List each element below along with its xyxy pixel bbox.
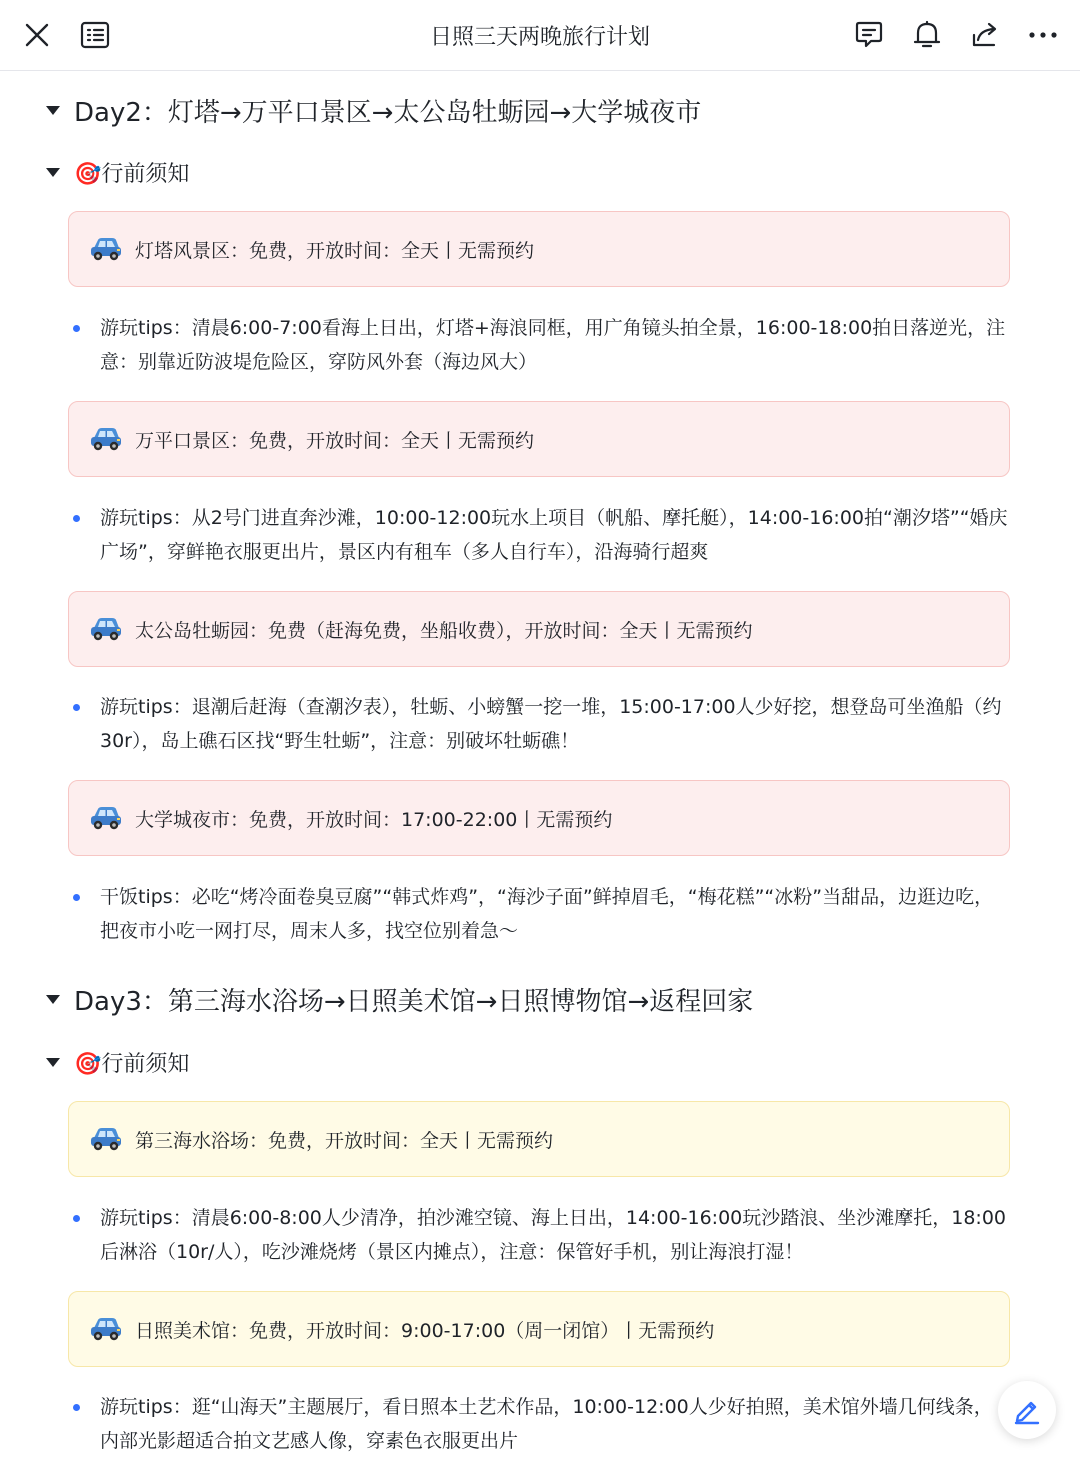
callout-art-museum: [68, 1291, 1010, 1367]
car-icon: [89, 426, 123, 452]
car-icon: [89, 1316, 123, 1342]
day2-heading-text: Day2：灯塔→万平口景区→太公岛牡蛎园→大学城夜市: [74, 97, 702, 128]
callout-text: 灯塔风景区：免费，开放时间：全天丨无需预约: [135, 239, 535, 262]
collapse-triangle-icon[interactable]: [46, 106, 60, 115]
callout-taigongdao: [68, 591, 1010, 667]
list-item: [68, 880, 1008, 948]
list-item: [68, 501, 1008, 569]
tip-text: 游玩tips：清晨6:00-8:00人少清净，拍沙滩空镜、海上日出，14:00-16:00玩沙踏浪、坐沙滩摩托，18:00后淋浴（10r/人），吃沙滩烧烤（景区内摊点），注意：保管好手机，别让海浪打湿！: [100, 1207, 1006, 1263]
edit-button[interactable]: [998, 1381, 1056, 1439]
list-item: [68, 311, 1008, 379]
notes-heading-text: 🎯行前须知: [74, 1051, 190, 1077]
list-item: [68, 690, 1008, 758]
car-icon: [89, 236, 123, 262]
tip-text: 干饭tips：必吃“烤冷面卷臭豆腐”“韩式炸鸡”，“海沙子面”鲜掉眉毛，“梅花糕”“冰粉”当甜品，边逛边吃，把夜市小吃一网打尽，周末人多，找空位别着急～: [100, 886, 994, 942]
bullet-dot-icon: [73, 1404, 80, 1411]
collapse-triangle-icon[interactable]: [46, 168, 60, 177]
callout-wanpingkou: [68, 401, 1010, 477]
comment-icon[interactable]: [847, 13, 891, 57]
callout-text: 大学城夜市：免费，开放时间：17:00-22:00丨无需预约: [135, 808, 613, 831]
tip-text: 游玩tips：退潮后赶海（查潮汐表），牡蛎、小螃蟹一挖一堆，15:00-17:00人少好挖，想登岛可坐渔船（约30r），岛上礁石区找“野生牡蛎”，注意：别破坏牡蛎礁！: [100, 696, 1002, 752]
day3-heading-text: Day3：第三海水浴场→日照美术馆→日照博物馆→返程回家: [74, 986, 754, 1017]
bullet-dot-icon: [73, 894, 80, 901]
callout-lighthouse: [68, 211, 1010, 287]
outline-icon[interactable]: [73, 13, 117, 57]
list-item: [68, 1390, 1008, 1458]
share-icon[interactable]: [963, 13, 1007, 57]
day3-notes-heading[interactable]: [40, 1037, 189, 1087]
collapse-triangle-icon[interactable]: [46, 1058, 60, 1067]
callout-night-market: [68, 780, 1010, 856]
more-icon[interactable]: [1021, 13, 1065, 57]
callout-text: 日照美术馆：免费，开放时间：9:00-17:00（周一闭馆）丨无需预约: [135, 1319, 715, 1342]
tip-text: 游玩tips：清晨6:00-7:00看海上日出，灯塔+海浪同框，用广角镜头拍全景，16:00-18:00拍日落逆光，注意：别靠近防波堤危险区，穿防风外套（海边风大）: [100, 317, 1006, 373]
close-icon[interactable]: [15, 13, 59, 57]
car-icon: [89, 616, 123, 642]
bell-icon[interactable]: [905, 13, 949, 57]
callout-text: 太公岛牡蛎园：免费（赶海免费，坐船收费），开放时间：全天丨无需预约: [135, 619, 753, 642]
bullet-dot-icon: [73, 704, 80, 711]
top-toolbar: [0, 0, 1080, 71]
bullet-dot-icon: [73, 325, 80, 332]
callout-third-beach: [68, 1101, 1010, 1177]
collapse-triangle-icon[interactable]: [46, 995, 60, 1004]
document-title: 日照三天两晚旅行计划: [429, 24, 650, 50]
tip-text: 游玩tips：从2号门进直奔沙滩，10:00-12:00玩水上项目（帆船、摩托艇），14:00-16:00拍“潮汐塔”“婚庆广场”，穿鲜艳衣服更出片，景区内有租车（多人自行车），沿海骑行超爽: [100, 507, 1008, 563]
bullet-dot-icon: [73, 1215, 80, 1222]
edit-pen-icon: [1012, 1395, 1042, 1425]
bullet-dot-icon: [73, 515, 80, 522]
callout-text: 万平口景区：免费，开放时间：全天丨无需预约: [135, 429, 535, 452]
car-icon: [89, 805, 123, 831]
tip-text: 游玩tips：逛“山海天”主题展厅，看日照本土艺术作品，10:00-12:00人少好拍照，美术馆外墙几何线条，内部光影超适合拍文艺感人像，穿素色衣服更出片: [100, 1396, 993, 1452]
day2-notes-heading[interactable]: [40, 147, 189, 197]
notes-heading-text: 🎯行前须知: [74, 161, 190, 187]
day3-heading[interactable]: [40, 969, 753, 1029]
car-icon: [89, 1126, 123, 1152]
day2-heading[interactable]: [40, 80, 701, 140]
list-item: [68, 1201, 1008, 1269]
callout-text: 第三海水浴场：免费，开放时间：全天丨无需预约: [135, 1129, 554, 1152]
